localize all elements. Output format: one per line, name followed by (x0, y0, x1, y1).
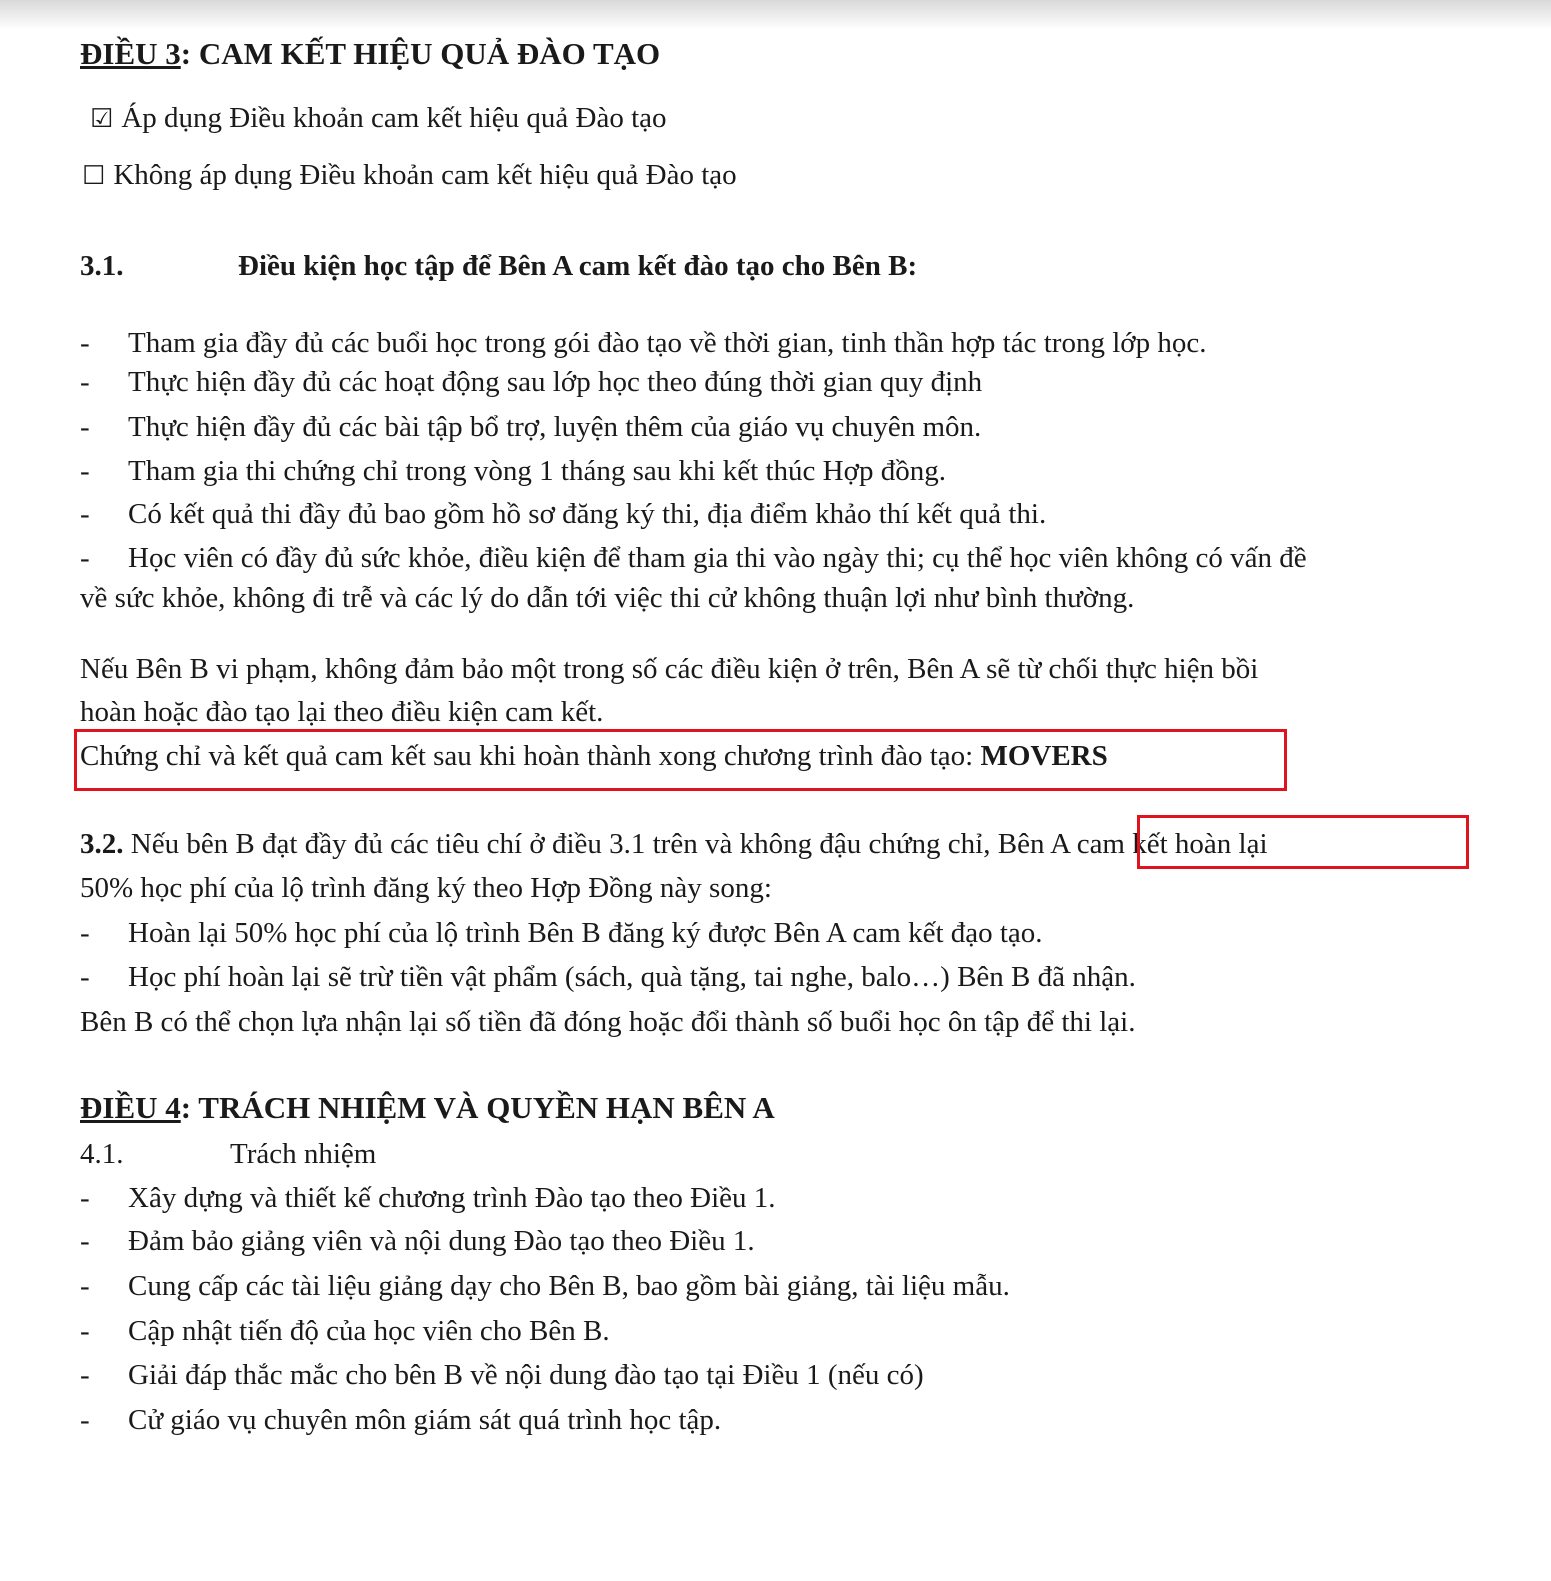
refund-commitment-text: Bên A cam kết hoàn lại (997, 828, 1268, 860)
list-item-text: Giải đáp thắc mắc cho bên B về nội dung đào tạo tại Điều 1 (nếu có) (128, 1359, 924, 1391)
list-item (80, 453, 946, 489)
dash-marker: - (80, 917, 90, 949)
option-apply (90, 100, 667, 137)
list-item-text: Có kết quả thi đầy đủ bao gồm hồ sơ đăng ký thi, địa điểm khảo thí kết quả thi. (128, 498, 1047, 530)
list-item (80, 1268, 1010, 1304)
violation-paragraph-line-1: Nếu Bên B vi phạm, không đảm bảo một trong số các điều kiện ở trên, Bên A sẽ từ chối thực hiện bồi (80, 653, 1259, 685)
list-item (80, 496, 1046, 532)
option-not-apply-label: Không áp dụng Điều khoản cam kết hiệu quả Đào tạo (113, 159, 737, 191)
dash-marker: - (80, 1359, 90, 1391)
section-3-2-continuation: 50% học phí của lộ trình đăng ký theo Hợp Đồng này song: (80, 872, 772, 904)
list-item (80, 540, 1307, 576)
list-item-text: Cung cấp các tài liệu giảng dạy cho Bên B, bao gồm bài giảng, tài liệu mẫu. (128, 1270, 1010, 1302)
dash-marker: - (80, 542, 90, 574)
article-4-heading (80, 1090, 775, 1126)
dash-marker: - (80, 455, 90, 487)
section-3-1-number: 3.1. (80, 250, 124, 282)
option-not-apply (82, 157, 737, 194)
dash-marker: - (80, 961, 90, 993)
section-3-1-title: Điều kiện học tập để Bên A cam kết đào tạo cho Bên B: (238, 250, 918, 282)
dash-marker: - (80, 1182, 90, 1214)
list-item-text: Thực hiện đầy đủ các bài tập bổ trợ, luyện thêm của giáo vụ chuyên môn. (128, 411, 982, 443)
section-3-2-paragraph (80, 826, 1268, 862)
article-3-title: : CAM KẾT HIỆU QUẢ ĐÀO TẠO (180, 36, 661, 71)
article-3-heading (80, 36, 660, 72)
section-4-1-number: 4.1. (80, 1138, 124, 1170)
list-item (80, 325, 1206, 361)
dash-marker: - (80, 366, 90, 398)
list-item (80, 1402, 721, 1438)
section-4-1-title: Trách nhiệm (230, 1138, 377, 1170)
dash-marker: - (80, 327, 90, 359)
list-item-text: Xây dựng và thiết kế chương trình Đào tạo theo Điều 1. (128, 1182, 776, 1214)
dash-marker: - (80, 1315, 90, 1347)
section-3-1-heading (80, 248, 917, 284)
article-4-label: ĐIỀU 4 (80, 1090, 181, 1125)
section-3-2-number: 3.2. (80, 828, 124, 860)
dash-marker: - (80, 1225, 90, 1257)
dash-marker: - (80, 498, 90, 530)
certificate-label: Chứng chỉ và kết quả cam kết sau khi hoàn thành xong chương trình đào tạo: (80, 740, 981, 772)
list-item (80, 364, 982, 400)
section-3-2-text: Nếu bên B đạt đầy đủ các tiêu chí ở điều 3.1 trên và không đậu chứng chỉ, (123, 828, 998, 860)
list-item-text: Tham gia đầy đủ các buổi học trong gói đào tạo về thời gian, tinh thần hợp tác trong lớp học. (128, 327, 1207, 359)
list-item-continuation: về sức khỏe, không đi trễ và các lý do dẫn tới việc thi cử không thuận lợi như bình thường. (80, 582, 1135, 614)
list-item (80, 1357, 924, 1393)
dash-marker: - (80, 411, 90, 443)
list-item-text: Cử giáo vụ chuyên môn giám sát quá trình học tập. (128, 1404, 722, 1436)
dash-marker: - (80, 1404, 90, 1436)
list-item-text: Học viên có đầy đủ sức khỏe, điều kiện để tham gia thi vào ngày thi; cụ thể học viên không có vấn đề (128, 542, 1307, 574)
checkbox-checked-icon: ☑ (90, 104, 114, 134)
option-apply-label: Áp dụng Điều khoản cam kết hiệu quả Đào tạo (121, 102, 667, 134)
violation-paragraph-line-2: hoàn hoặc đào tạo lại theo điều kiện cam kết. (80, 696, 604, 728)
list-item-text: Học phí hoàn lại sẽ trừ tiền vật phẩm (sách, quà tặng, tai nghe, balo…) Bên B đã nhận. (128, 961, 1136, 993)
list-item (80, 915, 1043, 951)
list-item (80, 1180, 776, 1216)
list-item-text: Đảm bảo giảng viên và nội dung Đào tạo theo Điều 1. (128, 1225, 755, 1257)
checkbox-unchecked-icon: ☐ (82, 161, 106, 191)
dash-marker: - (80, 1270, 90, 1302)
certificate-value: MOVERS (980, 740, 1108, 772)
list-item-text: Hoàn lại 50% học phí của lộ trình Bên B đăng ký được Bên A cam kết đạo tạo. (128, 917, 1043, 949)
article-4-title: : TRÁCH NHIỆM VÀ QUYỀN HẠN BÊN A (180, 1090, 775, 1125)
refund-highlight-box (1137, 815, 1469, 869)
section-4-1-heading (80, 1136, 376, 1172)
list-item-text: Thực hiện đầy đủ các hoạt động sau lớp học theo đúng thời gian quy định (128, 366, 983, 398)
list-item (80, 409, 981, 445)
refund-choice-paragraph: Bên B có thể chọn lựa nhận lại số tiền đã đóng hoặc đổi thành số buổi học ôn tập để thi lại. (80, 1006, 1136, 1038)
list-item (80, 1313, 610, 1349)
list-item-text: Tham gia thi chứng chỉ trong vòng 1 tháng sau khi kết thúc Hợp đồng. (128, 455, 946, 487)
top-edge-shadow (0, 0, 1551, 30)
list-item-text: Cập nhật tiến độ của học viên cho Bên B. (128, 1315, 610, 1347)
certificate-highlight-box (74, 729, 1287, 791)
list-item (80, 1223, 755, 1259)
article-3-label: ĐIỀU 3 (80, 36, 181, 71)
list-item (80, 959, 1136, 995)
